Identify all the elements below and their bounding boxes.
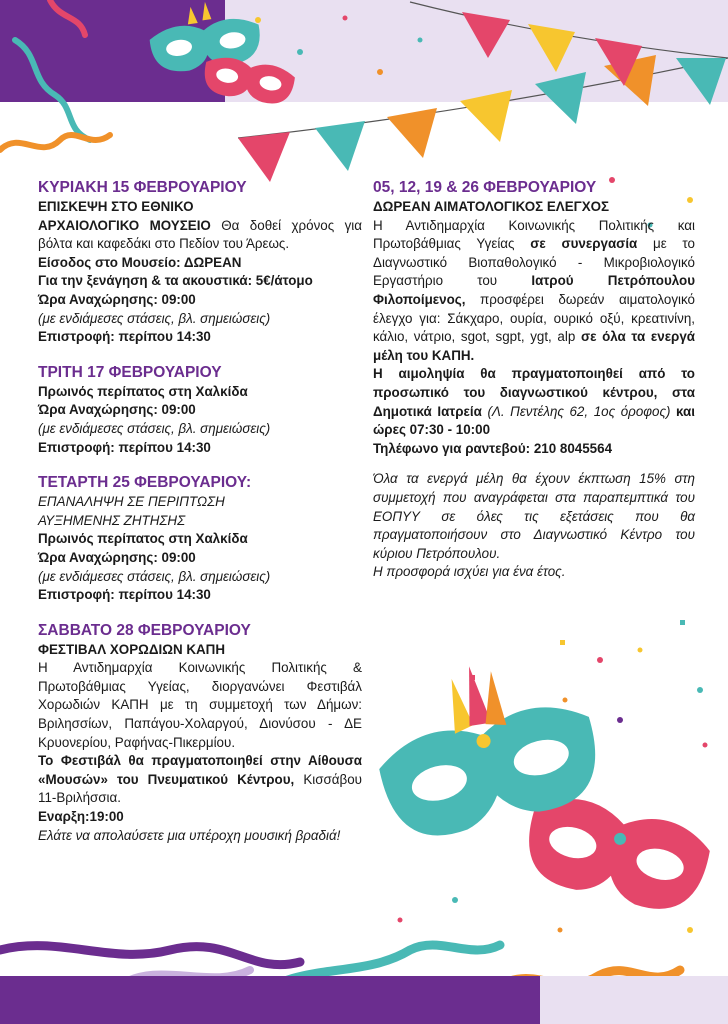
s1-heading: ΚΥΡΙΑΚΗ 15 ΦΕΒΡΟΥΑΡΙΟΥ xyxy=(38,179,247,196)
s2-walk: Πρωινός περίπατος στη Χαλκίδα xyxy=(38,383,248,399)
r-p1-a: Η Αντιδημαρχία Κοινωνικής Πολιτικής και Πρωτοβάθμιας Υγείας xyxy=(373,217,695,252)
s4-title: ΦΕΣΤΙΒΑΛ ΧΟΡΩΔΙΩΝ ΚΑΠΗ xyxy=(38,641,226,657)
s2-heading: ΤΡΙΤΗ 17 ΦΕΒΡΟΥΑΡΙΟΥ xyxy=(38,363,222,381)
bottom-purple-band xyxy=(0,976,540,1024)
s3-walk: Πρωινός περίπατος στη Χαλκίδα xyxy=(38,531,248,547)
r-title: ΔΩΡΕΑΝ ΑΙΜΑΤΟΛΟΓΙΚΟΣ ΕΛΕΓΧΟΣ xyxy=(373,199,610,214)
s4-description: Η Αντιδημαρχία Κοινωνικής Πολιτικής & Πρωτοβάθμιας Υγείας, διοργανώνει Φεστιβάλ Χορωδιών ΚΑΠΗ με τη συμμετοχή των Δήμων: Βριλησσίων, Παπάγου-Χολαργού, Διονύσου - ΔΕ Κρυονερίου, Ραφήνας-Πικερμίου. xyxy=(38,660,362,750)
r-p1-members: σε όλα τα ενεργά μέλη του ΚΑΠΗ. xyxy=(373,329,696,363)
s2-note: (με ενδιάμεσες στάσεις, βλ. σημειώσεις) xyxy=(38,420,271,436)
r-p2-hours: και ώρες 07:30 - 10:00 xyxy=(373,403,695,438)
r-discount: Όλα τα ενεργά μέλη θα έχουν έκπτωση 15% στη συμμετοχή που αναγράφεται στα παραπεμπτικά του ΕΟΠΥΥ σε όλες τις εξετάσεις που θα πραγματοποιήσουν στο Διαγνωστικό Κέντρο του κύριου Πετρόπουλου. xyxy=(373,471,695,561)
s1-tour-price: Για την ξενάγηση & τα ακουστικά: 5€/άτομο xyxy=(38,273,313,289)
s3-departure: Ώρα Αναχώρησης: 09:00 xyxy=(38,549,196,565)
s3-note: (με ενδιάμεσες στάσεις, βλ. σημειώσεις) xyxy=(38,568,271,584)
r-p1-collab: σε συνεργασία xyxy=(530,236,638,252)
s4-start-time: Εναρξη:19:00 xyxy=(38,809,124,825)
s1-note: (με ενδιάμεσες στάσεις, βλ. σημειώσεις) xyxy=(38,310,271,326)
s1-entry: Είσοδος στο Μουσείο: ΔΩΡΕΑΝ xyxy=(38,254,242,270)
s2-return: Επιστροφή: περίπου 14:30 xyxy=(38,439,211,455)
r-p1-c: με το Διαγνωστικό Βιοπαθολογικό - Μικροβιολογικό Εργαστήριο του xyxy=(373,236,695,289)
r-p2-address: (Λ. Πεντέλης 62, 1ος όροφος) xyxy=(481,403,671,419)
bottom-lavender-band xyxy=(540,976,728,1024)
s1-title-line1: ΕΠΙΣΚΕΨΗ ΣΤΟ ΕΘΝΙΚΟ xyxy=(38,199,194,214)
s1-departure: Ώρα Αναχώρησης: 09:00 xyxy=(38,291,196,307)
r-phone: Τηλέφωνο για ραντεβού: 210 8045564 xyxy=(373,440,613,456)
r-p2-a: Η αιμοληψία θα πραγματοποιηθεί από το προσωπικό του διαγνωστικού κέντρου, στα Δημοτικά Ιατρεία xyxy=(373,366,695,419)
r-paragraph-1 xyxy=(373,217,695,366)
s4-venue-address: Κισσάβου 11-Βριλήσσια. xyxy=(38,771,362,806)
s4-heading: ΣΑΒΒΑΤΟ 28 ΦΕΒΡΟΥΑΡΙΟΥ xyxy=(38,621,251,639)
s3-return: Επιστροφή: περίπου 14:30 xyxy=(38,587,211,603)
s1-description xyxy=(38,217,362,254)
s1-desc-text: Θα δοθεί χρόνος για βόλτα και καφεδάκι στο Πεδίον του Άρεως. xyxy=(38,217,362,252)
r-heading: 05, 12, 19 & 26 ΦΕΒΡΟΥΑΡΙΟΥ xyxy=(373,179,597,196)
s2-departure: Ώρα Αναχώρησης: 09:00 xyxy=(38,402,196,418)
s3-heading: ΤΕΤΑΡΤΗ 25 ΦΕΒΡΟΥΑΡΙΟΥ: xyxy=(38,474,252,492)
r-validity: Η προσφορά ισχύει για ένα έτος. xyxy=(373,564,566,580)
s4-venue xyxy=(38,752,362,808)
r-p1-tests: προσφέρει δωρεάν αιματολογικό έλεγχο για: Σάκχαρο, ουρία, ουρικό οξύ, κρεατινίνη, κάλιο, νάτριο, sgot, sgpt, ygt, alp xyxy=(373,291,695,345)
s1-title-line2: ΑΡΧΑΙΟΛΟΓΙΚΟ ΜΟΥΣΕΙΟ xyxy=(38,217,211,233)
s4-venue-bold: Το Φεστιβάλ θα πραγματοποιηθεί στην Αίθουσα «Μουσών» του Πνευματικού Κέντρου, xyxy=(38,753,362,787)
r-p1-doctor: Ιατρού Πετρόπουλου Φιλοποίμενος, xyxy=(373,273,695,307)
s1-return: Επιστροφή: περίπου 14:30 xyxy=(38,329,211,345)
right-column xyxy=(373,178,695,582)
streamer-purple-bottom xyxy=(0,946,300,965)
s4-closing: Ελάτε να απολαύσετε μια υπέροχη μουσική βραδιά! xyxy=(38,827,341,843)
s3-repeat-line1: ΕΠΑΝΑΛΗΨΗ ΣΕ ΠΕΡΙΠΤΩΣΗ xyxy=(38,494,225,510)
r-paragraph-2 xyxy=(373,365,695,439)
left-column xyxy=(38,178,362,845)
s3-repeat-line2: ΑΥΞΗΜΕΝΗΣ ΖΗΤΗΣΗΣ xyxy=(38,512,186,528)
